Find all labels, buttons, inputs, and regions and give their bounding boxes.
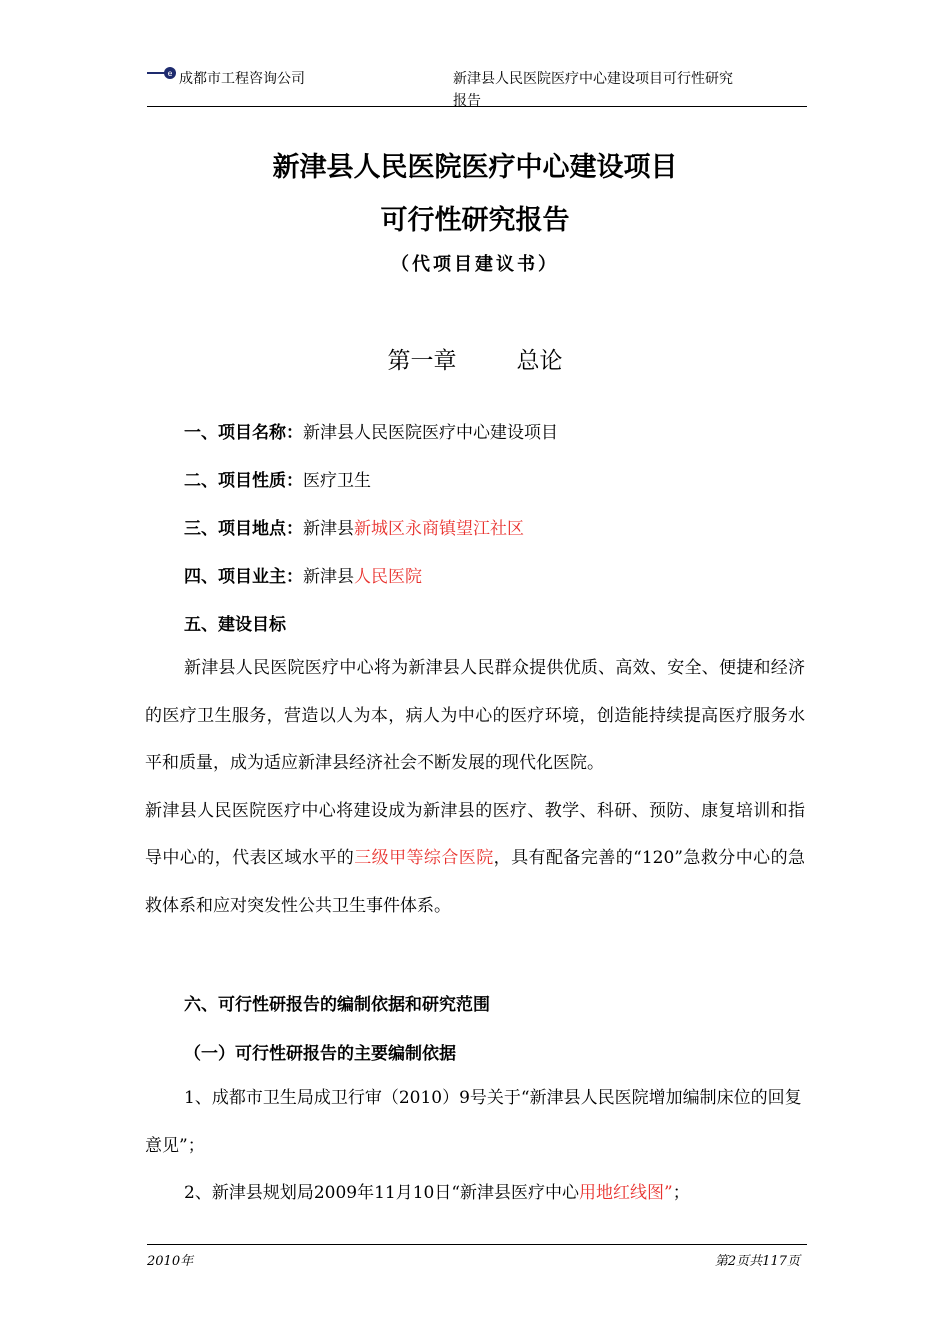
- item-project-location: 三、项目地点：新津县新城区永商镇望江社区: [184, 519, 524, 539]
- basis-list: [145, 1075, 805, 1218]
- header-report-title: 新津县人民医院医疗中心建设项目可行性研究 报告: [453, 71, 733, 109]
- footer-year: 2010年: [147, 1254, 194, 1269]
- basis-item-2: 2、新津县规划局2009年11月10日“新津县医疗中心用地红线图”；: [184, 1183, 690, 1204]
- item-project-name: 一、项目名称：新津县人民医院医疗中心建设项目: [184, 423, 558, 443]
- page-header: [147, 64, 807, 110]
- goal-paragraph: [145, 645, 805, 931]
- chapter-heading: [0, 342, 950, 375]
- doc-title-line1: 新津县人民医院医疗中心建设项目: [272, 152, 678, 183]
- company-name: 成都市工程咨询公司: [179, 71, 305, 87]
- footer-page-number: 第2页共117页: [714, 1254, 800, 1269]
- chapter-number: 第一章: [387, 348, 457, 374]
- subsection-heading: （一）可行性研报告的主要编制依据: [184, 1044, 456, 1064]
- doc-subtitle: （代项目建议书）: [391, 254, 559, 275]
- svg-text:e: e: [167, 69, 173, 78]
- basis-item-1: 1、成都市卫生局成卫行审（2010）9号关于“新津县人民医院增加编制床位的回复意见”；: [145, 1088, 802, 1156]
- goal-p1: 新津县人民医院医疗中心将为新津县人民群众提供优质、高效、安全、便捷和经济的医疗卫生服务，营造以人为本，病人为中心的医疗环境，创造能持续提高医疗服务水平和质量，成为适应新津县经济社会不断发展的现代化医院。: [145, 658, 805, 774]
- item-project-owner: 四、项目业主：新津县人民医院: [184, 567, 422, 587]
- item-project-nature: 二、项目性质：医疗卫生: [184, 471, 371, 491]
- doc-title-line2: 可行性研究报告: [380, 205, 570, 236]
- header-divider: [147, 106, 807, 107]
- goal-p2: 新津县人民医院医疗中心将建设成为新津县的医疗、教学、科研、预防、康复培训和指导中心的，代表区域水平的三级甲等综合医院，具有配备完善的“120”急救分中心的急救体系和应对突发性公共卫生事件体系。: [145, 800, 805, 916]
- company-logo-icon: [147, 66, 177, 80]
- chapter-name: 总论: [516, 348, 563, 374]
- item-construction-goal: 五、建设目标: [184, 615, 286, 635]
- section-heading: 六、可行性研报告的编制依据和研究范围: [184, 995, 490, 1015]
- footer-divider: [147, 1244, 807, 1245]
